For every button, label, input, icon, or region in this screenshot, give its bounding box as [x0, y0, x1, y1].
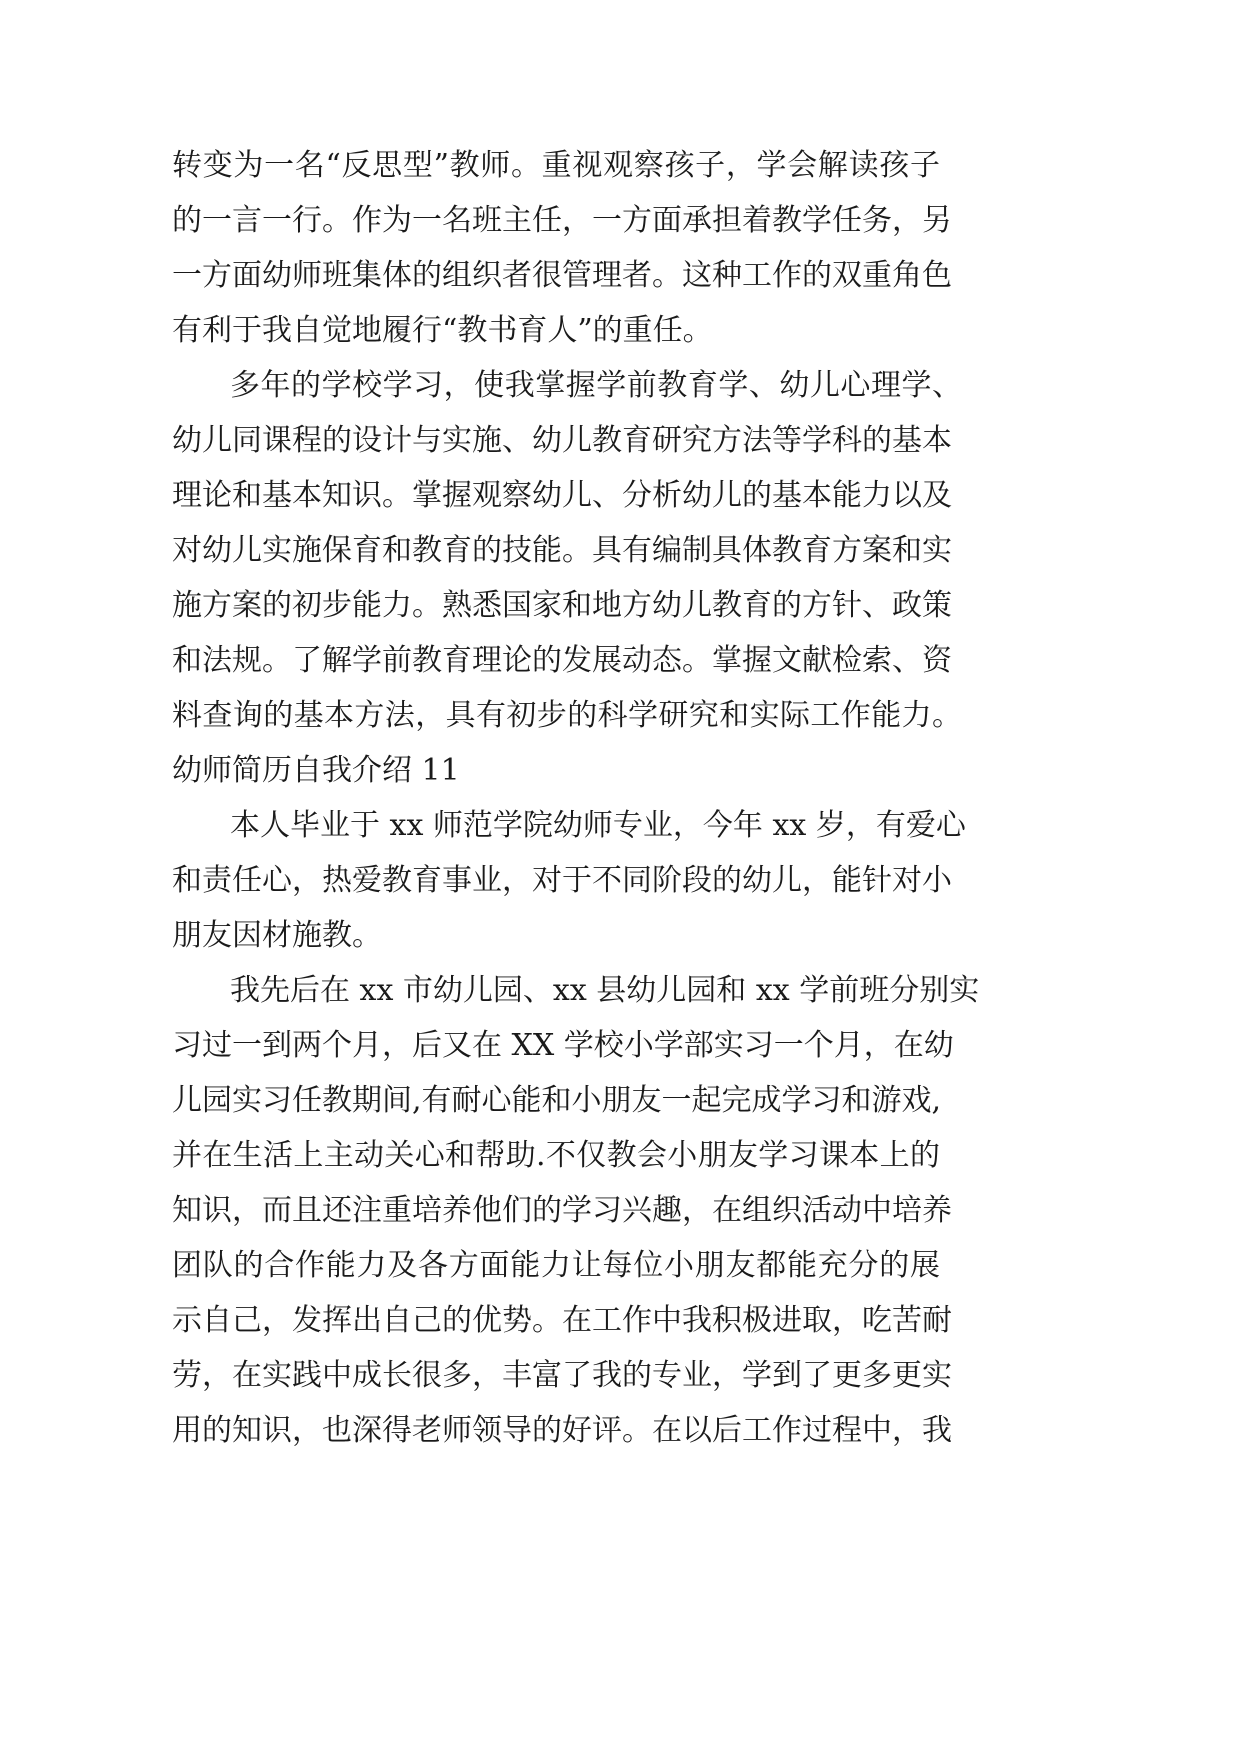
text-line: 儿园实习任教期间,有耐心能和小朋友一起完成学习和游戏,	[172, 1083, 942, 1118]
text-line: 示自己，发挥出自己的优势。在工作中我积极进取，吃苦耐	[172, 1303, 952, 1338]
text-line: 一方面幼师班集体的组织者很管理者。这种工作的双重角色	[172, 258, 952, 293]
text-line: 料查询的基本方法，具有初步的科学研究和实际工作能力。	[172, 698, 962, 733]
text-line: 转变为一名“反思型”教师。重视观察孩子，学会解读孩子	[172, 148, 940, 183]
text-line: 施方案的初步能力。熟悉国家和地方幼儿教育的方针、政策	[172, 588, 952, 623]
text-line: 多年的学校学习，使我掌握学前教育学、幼儿心理学、	[230, 368, 962, 403]
text-line: 和法规。了解学前教育理论的发展动态。掌握文献检索、资	[172, 643, 952, 678]
section-heading: 幼师简历自我介绍 11	[172, 753, 460, 788]
text-line: 我先后在 xx 市幼儿园、xx 县幼儿园和 xx 学前班分别实	[230, 973, 980, 1008]
text-line: 习过一到两个月，后又在 XX 学校小学部实习一个月，在幼	[172, 1028, 954, 1063]
text-line: 的一言一行。作为一名班主任，一方面承担着教学任务，另	[172, 203, 952, 238]
text-line: 有利于我自觉地履行“教书育人”的重任。	[172, 313, 713, 348]
text-line: 并在生活上主动关心和帮助.不仅教会小朋友学习课本上的	[172, 1138, 940, 1173]
text-line: 劳，在实践中成长很多，丰富了我的专业，学到了更多更实	[172, 1358, 952, 1393]
text-line: 知识，而且还注重培养他们的学习兴趣，在组织活动中培养	[172, 1193, 952, 1228]
text-line: 对幼儿实施保育和教育的技能。具有编制具体教育方案和实	[172, 533, 952, 568]
text-line: 幼儿同课程的设计与实施、幼儿教育研究方法等学科的基本	[172, 423, 952, 458]
text-line: 本人毕业于 xx 师范学院幼师专业，今年 xx 岁，有爱心	[230, 808, 966, 843]
text-line: 团队的合作能力及各方面能力让每位小朋友都能充分的展	[172, 1248, 940, 1283]
text-line: 和责任心，热爱教育事业，对于不同阶段的幼儿，能针对小	[172, 863, 952, 898]
text-line: 用的知识，也深得老师领导的好评。在以后工作过程中，我	[172, 1413, 952, 1448]
text-line: 理论和基本知识。掌握观察幼儿、分析幼儿的基本能力以及	[172, 478, 952, 513]
text-line: 朋友因材施教。	[172, 918, 382, 953]
